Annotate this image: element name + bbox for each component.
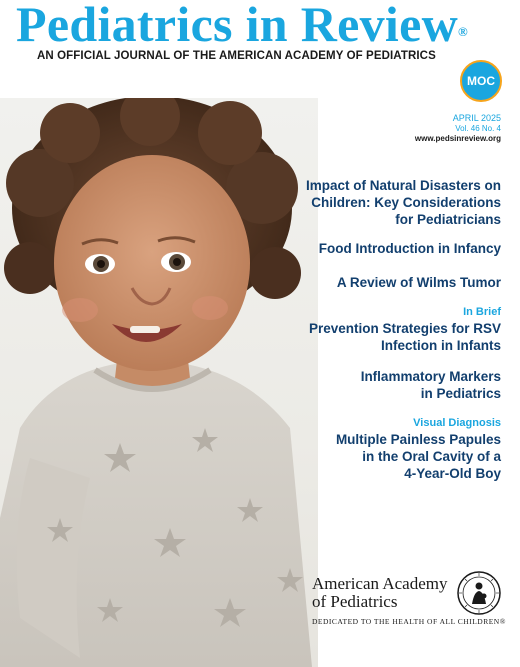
toc-line: A Review of Wilms Tumor: [336, 275, 501, 290]
journal-title: [16, 0, 468, 52]
toc-line: Inflammatory Markers: [360, 369, 501, 384]
toc-line: 4-Year-Old Boy: [404, 466, 501, 481]
publisher-name-line2: of Pediatrics: [312, 592, 398, 611]
issue-volume: Vol. 46 No. 4: [455, 124, 501, 133]
journal-subtitle: AN OFFICIAL JOURNAL OF THE AMERICAN ACADEMY OF PEDIATRICS: [37, 50, 436, 62]
toc-article-natural-disasters[interactable]: [306, 177, 501, 228]
toc-line: Prevention Strategies for RSV: [308, 321, 501, 336]
toc-line: in the Oral Cavity of a: [362, 449, 501, 464]
toc-article-inflammatory-markers[interactable]: [361, 368, 501, 402]
journal-title-text: Pediatrics in Review: [16, 0, 459, 52]
toc-article-food-introduction[interactable]: [319, 240, 501, 257]
toc-article-oral-papules[interactable]: [336, 431, 501, 482]
cover-illustration: [0, 98, 318, 667]
issue-date: APRIL 2025: [452, 113, 501, 123]
toc-line: Infection in Infants: [381, 338, 501, 353]
toc-article-rsv-prevention[interactable]: [309, 320, 501, 354]
aap-seal-icon: [456, 570, 502, 616]
publisher-name: [312, 575, 447, 611]
toc-line: Multiple Painless Papules: [335, 432, 501, 447]
section-label-visual-diagnosis: Visual Diagnosis: [413, 417, 501, 429]
registered-mark: ®: [458, 24, 469, 39]
toc-line: for Pediatricians: [395, 212, 501, 227]
toc-line: Children: Key Considerations: [311, 195, 501, 210]
section-label-in-brief: In Brief: [463, 306, 501, 318]
tagline-registered-mark: ®: [499, 617, 506, 626]
toc-section-visual-diagnosis: [413, 416, 501, 430]
toc-line: Food Introduction in Infancy: [318, 241, 501, 256]
toc-section-in-brief: [463, 305, 501, 319]
cover-photo-child: [0, 98, 318, 667]
toc-line: Impact of Natural Disasters on: [305, 178, 501, 193]
publisher-tagline-text: DEDICATED TO THE HEALTH OF ALL CHILDREN: [312, 617, 500, 626]
publisher-name-line1: American Academy: [312, 574, 448, 593]
publisher-tagline: [312, 617, 506, 626]
moc-badge-icon: [460, 60, 502, 102]
moc-badge-label: MOC: [467, 74, 495, 88]
toc-article-wilms-tumor[interactable]: [337, 274, 501, 291]
toc-line: in Pediatrics: [420, 386, 501, 401]
journal-url: www.pedsinreview.org: [414, 134, 501, 143]
